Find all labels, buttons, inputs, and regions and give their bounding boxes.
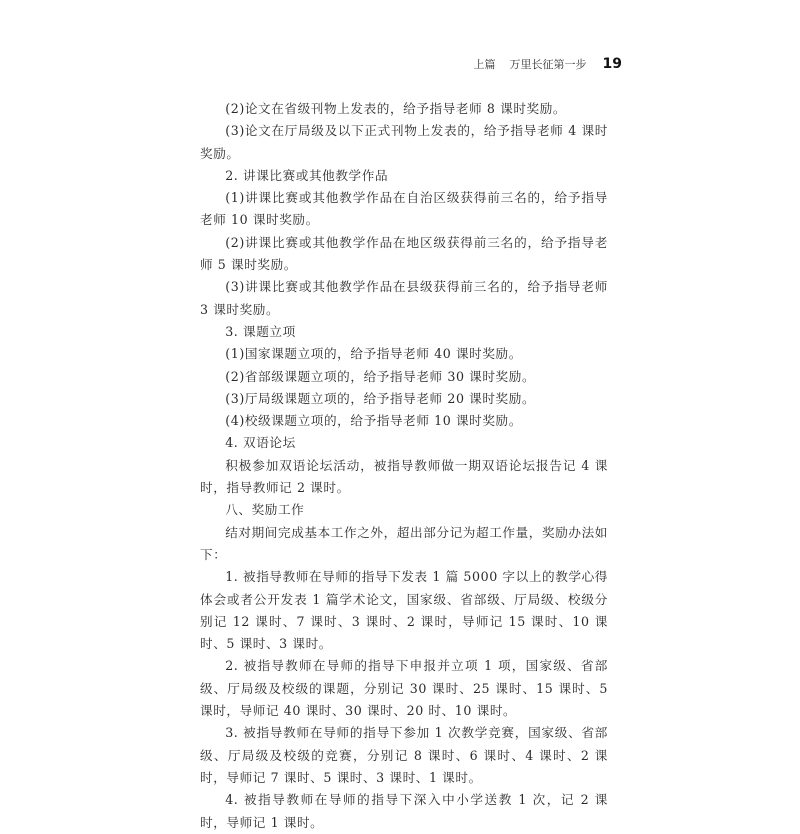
page-number: 19 [602,56,622,72]
paragraph-1: (2)论文在省级刊物上发表的，给予指导老师 8 课时奖励。 [225,101,567,116]
paragraph-8: (3)厅局级课题立项的，给予指导老师 20 课时奖励。 [225,390,536,406]
paragraph-13: 2. 被指导教师在导师的指导下申报并立项 1 项，国家级、省部级、厅局级及校级的课题，分别记 30 课时、25 课时、15 课时、5 课时，导师记 40 课时、30 课时、20 时、10 课时。 [200,658,608,719]
subheading-project-approval: 3. 课题立项 [225,323,296,339]
page-body [200,98,608,834]
paragraph-2: (3)论文在厅局级及以下正式刊物上发表的，给予指导老师 4 课时奖励。 [200,123,608,161]
paragraph-7: (2)省部级课题立项的，给予指导老师 30 课时奖励。 [225,368,536,384]
header-section-label: 上篇 [473,58,496,71]
paragraph-11: 结对期间完成基本工作之外，超出部分记为超工作量，奖励办法如下： [200,524,608,562]
section-heading-rewards: 八、奖励工作 [225,502,305,518]
paragraph-5: (3)讲课比赛或其他教学作品在县级获得前三名的，给予指导老师 3 课时奖励。 [200,279,608,317]
subheading-lecture-competition: 2. 讲课比赛或其他教学作品 [225,167,389,183]
paragraph-6: (1)国家课题立项的，给予指导老师 40 课时奖励。 [225,346,522,362]
paragraph-9: (4)校级课题立项的，给予指导老师 10 课时奖励。 [225,413,522,429]
paragraph-4: (2)讲课比赛或其他教学作品在地区级获得前三名的，给予指导老师 5 课时奖励。 [200,234,608,273]
running-header [474,56,622,72]
subheading-bilingual-forum: 4. 双语论坛 [225,435,296,451]
paragraph-14: 3. 被指导教师在导师的指导下参加 1 次教学竞赛，国家级、省部级、厅局级及校级的竞赛，分别记 8 课时、6 课时、4 课时、2 课时，导师记 7 课时、5 课时、3 课时、1 课时。 [200,725,608,785]
header-chapter-title: 万里长征第一步 [509,58,587,71]
paragraph-12: 1. 被指导教师在导师的指导下发表 1 篇 5000 字以上的教学心得体会或者公开发表 1 篇学术论文，国家级、省部级、厅局级、校级分别记 12 课时、7 课时、3 课时、2 课时，导师记 15 课时、10 课时、5 课时、3 课时。 [200,569,608,652]
paragraph-10: 积极参加双语论坛活动，被指导教师做一期双语论坛报告记 4 课时，指导教师记 2 课时。 [200,457,608,496]
paragraph-3: (1)讲课比赛或其他教学作品在自治区级获得前三名的，给予指导老师 10 课时奖励。 [200,190,608,228]
paragraph-15: 4. 被指导教师在导师的指导下深入中小学送教 1 次，记 2 课时，导师记 1 课时。 [200,792,608,830]
